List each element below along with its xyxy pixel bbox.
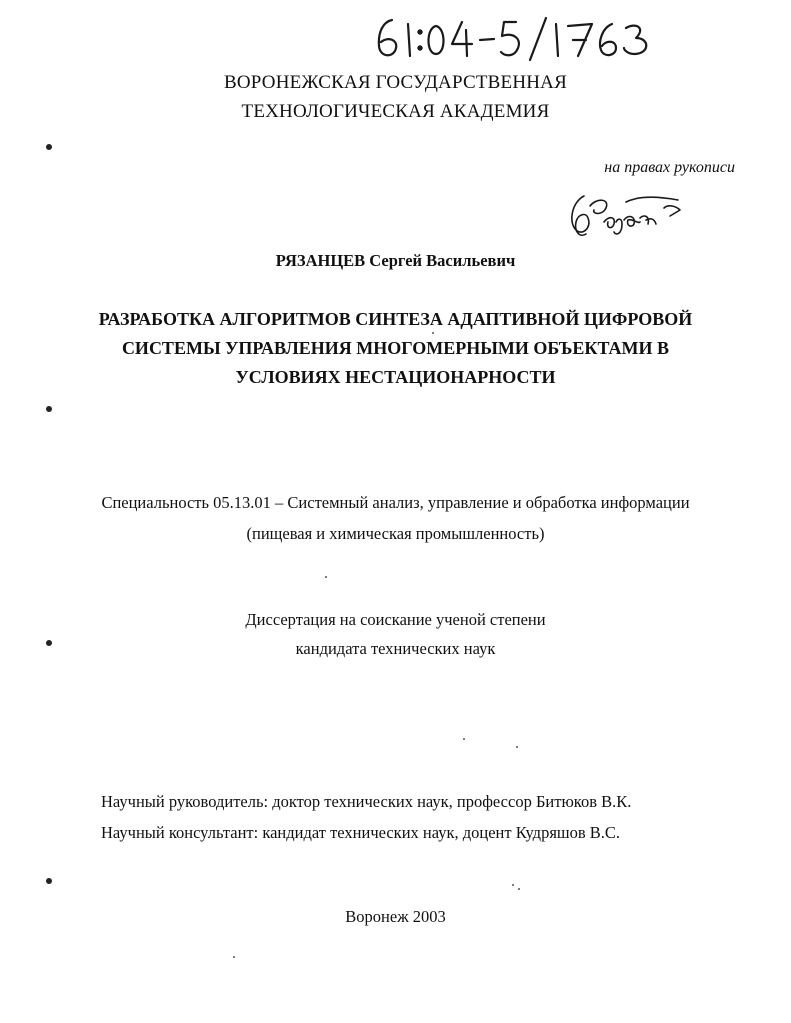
supervisors-block xyxy=(101,786,631,848)
scientific-advisor: Научный руководитель: доктор технических наук, профессор Битюков В.К. xyxy=(101,792,632,811)
margin-mark xyxy=(46,878,52,884)
author-signature xyxy=(566,188,686,240)
organization-line-1: ВОРОНЕЖСКАЯ ГОСУДАРСТВЕННАЯ xyxy=(224,72,567,93)
dissertation-title xyxy=(0,305,791,392)
scan-speck xyxy=(432,332,434,334)
manuscript-rights-note: на правах рукописи xyxy=(604,159,735,176)
margin-mark xyxy=(46,406,52,412)
scan-speck xyxy=(463,738,465,740)
degree-block xyxy=(0,605,791,663)
title-line-3: УСЛОВИЯХ НЕСТАЦИОНАРНОСТИ xyxy=(235,367,556,387)
degree-line-1: Диссертация на соискание ученой степени xyxy=(245,610,546,629)
scan-speck xyxy=(518,888,520,890)
specialty-line-1: Специальность 05.13.01 – Системный анализ, управление и обработка информации xyxy=(101,493,690,512)
specialty-block xyxy=(0,487,791,549)
margin-mark xyxy=(46,144,52,150)
author-name: РЯЗАНЦЕВ Сергей Васильевич xyxy=(275,251,516,270)
margin-mark xyxy=(46,640,52,646)
degree-line-2: кандидата технических наук xyxy=(295,639,496,658)
handwritten-catalogue-code xyxy=(370,12,660,64)
scientific-consultant: Научный консультант: кандидат технических наук, доцент Кудряшов В.С. xyxy=(101,823,621,842)
scan-speck xyxy=(325,576,327,578)
scan-speck xyxy=(516,746,518,748)
city-year: Воронеж 2003 xyxy=(345,907,446,926)
title-line-2: СИСТЕМЫ УПРАВЛЕНИЯ МНОГОМЕРНЫМИ ОБЪЕКТАМИ В xyxy=(121,338,670,358)
scan-speck xyxy=(233,956,235,958)
organization-line-2: ТЕХНОЛОГИЧЕСКАЯ АКАДЕМИЯ xyxy=(241,101,550,122)
title-line-1: РАЗРАБОТКА АЛГОРИТМОВ СИНТЕЗА АДАПТИВНОЙ ЦИФРОВОЙ xyxy=(98,309,693,329)
specialty-line-2: (пищевая и химическая промышленность) xyxy=(246,524,545,543)
scan-speck xyxy=(512,884,514,886)
organization-name xyxy=(0,68,791,126)
